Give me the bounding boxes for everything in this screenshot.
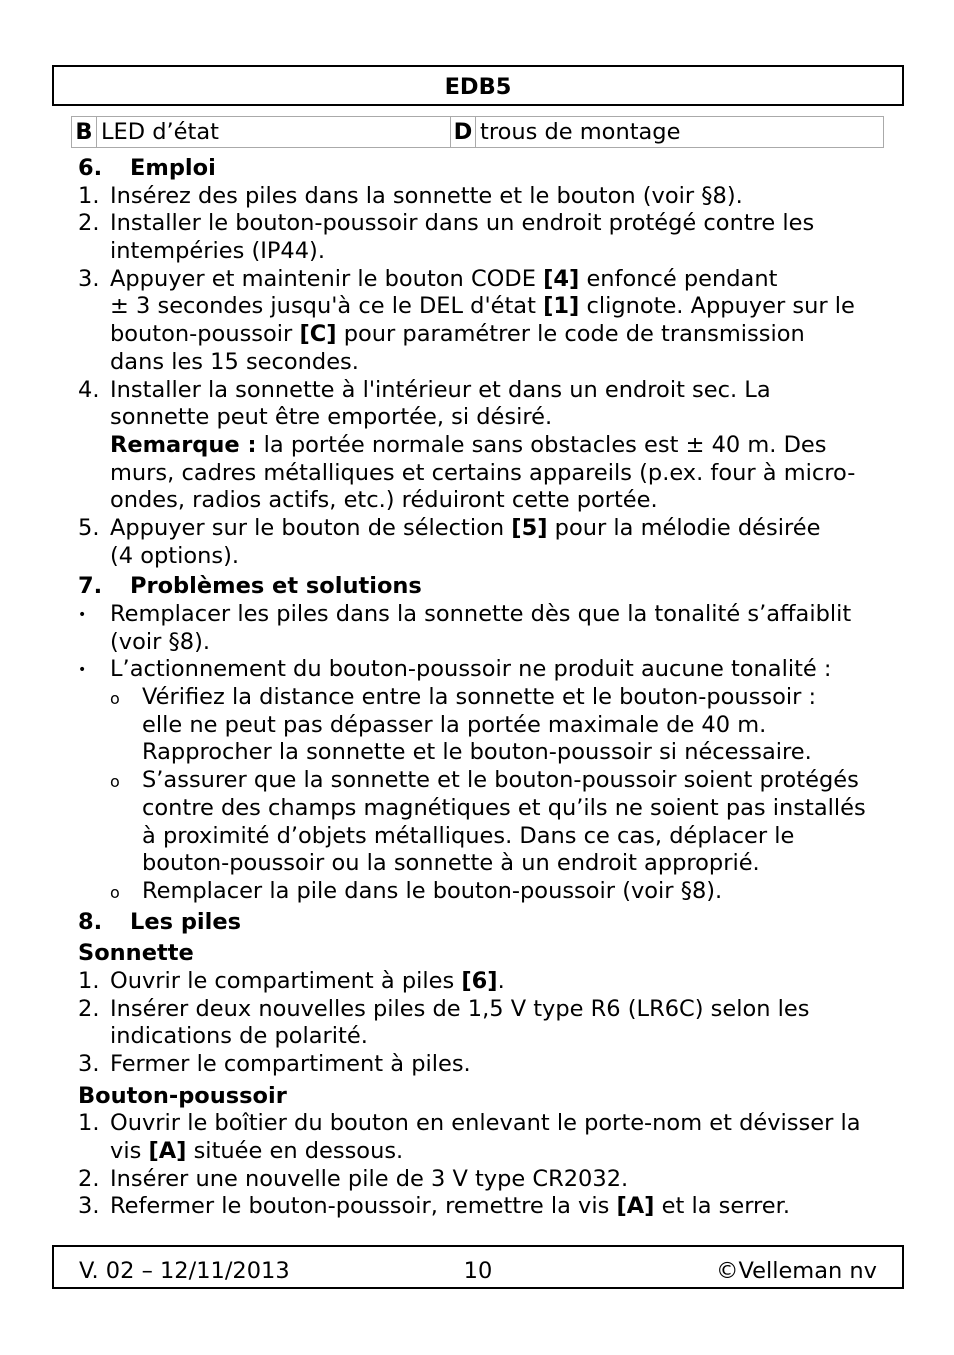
section-title: Les piles xyxy=(130,908,242,935)
list-text: Ouvrir le compartiment à piles xyxy=(110,967,462,994)
list-number: 2. xyxy=(78,1165,100,1192)
list-item xyxy=(78,210,888,238)
list-number: 4. xyxy=(78,376,100,403)
list-text: ± 3 secondes jusqu'à ce le DEL d'état xyxy=(110,293,544,320)
sub-bullet-text-continued: bouton-poussoir ou la sonnette à un endroit approprié. xyxy=(142,850,760,877)
list-text-continued: (4 options). xyxy=(110,542,240,569)
header-title: EDB5 xyxy=(444,74,512,100)
circle-bullet-icon: o xyxy=(110,772,120,792)
list-number: 1. xyxy=(78,967,100,994)
list-number: 1. xyxy=(78,182,100,209)
list-item xyxy=(78,996,888,1024)
list-text: pour paramétrer le code de transmission xyxy=(336,321,805,348)
footer-copyright: ©Velleman nv xyxy=(715,1258,877,1284)
sub-bullet-item xyxy=(78,684,888,712)
circle-bullet-icon: o xyxy=(110,689,120,709)
remark xyxy=(78,432,888,460)
list-item xyxy=(78,183,888,211)
list-text: Insérer deux nouvelles piles de 1,5 V type R6 (LR6C) selon les xyxy=(110,995,810,1022)
sub-bullet-text: S’assurer que la sonnette et le bouton-poussoir soient protégés xyxy=(142,767,859,794)
bullet-item xyxy=(78,656,888,684)
bullet-text-continued: (voir §8). xyxy=(110,628,211,655)
reference-label: [1] xyxy=(543,293,580,320)
section-title: Emploi xyxy=(130,155,216,181)
section-number: 7. xyxy=(78,573,103,600)
sub-bullet-item xyxy=(78,767,888,795)
subsection-heading-bouton-poussoir: Bouton-poussoir xyxy=(78,1082,287,1109)
reference-label: [4] xyxy=(543,265,580,292)
section-number: 6. xyxy=(78,155,103,181)
footer-page-number: 10 xyxy=(463,1258,493,1284)
list-item xyxy=(78,968,888,996)
list-text: vis xyxy=(110,1138,149,1165)
list-text: Fermer le compartiment à piles. xyxy=(110,1051,471,1077)
sub-bullet-text: Vérifiez la distance entre la sonnette et le bouton-poussoir : xyxy=(142,684,817,711)
remark-text: la portée normale sans obstacles est ± 40 m. Des xyxy=(256,431,827,458)
bullet-icon: • xyxy=(78,607,87,623)
list-text: Refermer le bouton-poussoir, remettre la vis xyxy=(110,1193,617,1220)
list-text: Appuyer et maintenir le bouton CODE xyxy=(110,265,544,292)
remark-text: ondes, radios actifs, etc.) réduiront cette portée. xyxy=(110,487,658,514)
section-title: Problèmes et solutions xyxy=(130,573,422,600)
bullet-text: L’actionnement du bouton-poussoir ne produit aucune tonalité : xyxy=(110,656,832,683)
reference-label: [A] xyxy=(148,1138,187,1165)
list-text-continued xyxy=(78,1138,888,1166)
list-text-continued xyxy=(78,293,888,321)
list-number: 2. xyxy=(78,995,100,1022)
list-text-continued: intempéries (IP44). xyxy=(110,238,325,265)
document-header xyxy=(52,65,904,106)
list-item xyxy=(78,377,888,405)
list-number: 5. xyxy=(78,514,100,541)
list-text: située en dessous. xyxy=(186,1138,404,1165)
sub-bullet-item xyxy=(78,878,888,906)
list-text: pour la mélodie désirée xyxy=(547,514,821,541)
list-number: 1. xyxy=(78,1110,100,1137)
list-text-continued: sonnette peut être emportée, si désiré. xyxy=(110,404,553,431)
sub-bullet-text-continued: contre des champs magnétiques et qu’ils ne soient pas installés xyxy=(142,794,866,821)
list-item xyxy=(78,1051,888,1079)
list-text-continued xyxy=(78,321,888,349)
list-text: Installer le bouton-poussoir dans un endroit protégé contre les xyxy=(110,210,815,237)
list-text: enfoncé pendant xyxy=(579,265,778,292)
footer-version: V. 02 – 12/11/2013 xyxy=(79,1258,290,1284)
legend-key-b: B xyxy=(72,117,97,148)
bullet-icon: • xyxy=(78,662,87,679)
list-text-continued: dans les 15 secondes. xyxy=(110,348,359,375)
page-content xyxy=(78,152,888,1221)
subsection-heading-sonnette: Sonnette xyxy=(78,940,194,967)
reference-label: [C] xyxy=(299,321,337,348)
list-item xyxy=(78,1166,888,1194)
bullet-text: Remplacer les piles dans la sonnette dès que la tonalité s’affaiblit xyxy=(110,601,852,627)
sub-bullet-text-continued: Rapprocher la sonnette et le bouton-poussoir si nécessaire. xyxy=(142,739,812,766)
document-footer xyxy=(52,1245,904,1289)
list-number: 3. xyxy=(78,1051,100,1077)
sub-bullet-text-continued: elle ne peut pas dépasser la portée maximale de 40 m. xyxy=(142,711,767,738)
sub-bullet-text: Remplacer la pile dans le bouton-poussoir (voir §8). xyxy=(142,877,723,904)
list-text: bouton-poussoir xyxy=(110,321,300,348)
list-number: 3. xyxy=(78,1193,100,1220)
section-6-heading xyxy=(78,155,888,183)
reference-label: [A] xyxy=(616,1193,655,1220)
list-text: . xyxy=(497,967,505,994)
section-8-heading xyxy=(78,909,888,937)
legend-row xyxy=(72,117,884,148)
list-item xyxy=(78,266,888,294)
list-number: 3. xyxy=(78,265,100,292)
remark-label: Remarque : xyxy=(110,431,257,458)
list-text: Ouvrir le boîtier du bouton en enlevant le porte-nom et dévisser la xyxy=(110,1110,861,1137)
legend-table xyxy=(71,116,884,148)
list-item xyxy=(78,1110,888,1138)
reference-label: [6] xyxy=(461,967,498,994)
section-number: 8. xyxy=(78,908,103,935)
legend-label-d: trous de montage xyxy=(476,117,884,148)
section-7-heading xyxy=(78,573,888,601)
list-text: et la serrer. xyxy=(654,1193,790,1220)
list-text: Insérez des piles dans la sonnette et le bouton (voir §8). xyxy=(110,182,743,209)
list-text: Appuyer sur le bouton de sélection xyxy=(110,514,512,541)
list-text: Installer la sonnette à l'intérieur et dans un endroit sec. La xyxy=(110,376,771,403)
legend-key-d: D xyxy=(451,117,476,148)
reference-label: [5] xyxy=(511,514,548,541)
list-number: 2. xyxy=(78,210,100,237)
remark-text: murs, cadres métalliques et certains appareils (p.ex. four à micro- xyxy=(110,459,856,486)
list-text: Insérer une nouvelle pile de 3 V type CR2032. xyxy=(110,1165,629,1192)
sub-bullet-text-continued: à proximité d’objets métalliques. Dans ce cas, déplacer le xyxy=(142,822,795,849)
bullet-item xyxy=(78,601,888,629)
list-text: clignote. Appuyer sur le xyxy=(579,293,855,320)
list-item xyxy=(78,1193,888,1221)
list-text-continued: indications de polarité. xyxy=(110,1023,368,1050)
list-item xyxy=(78,515,888,543)
circle-bullet-icon: o xyxy=(110,882,120,902)
legend-label-b: LED d’état xyxy=(97,117,451,148)
